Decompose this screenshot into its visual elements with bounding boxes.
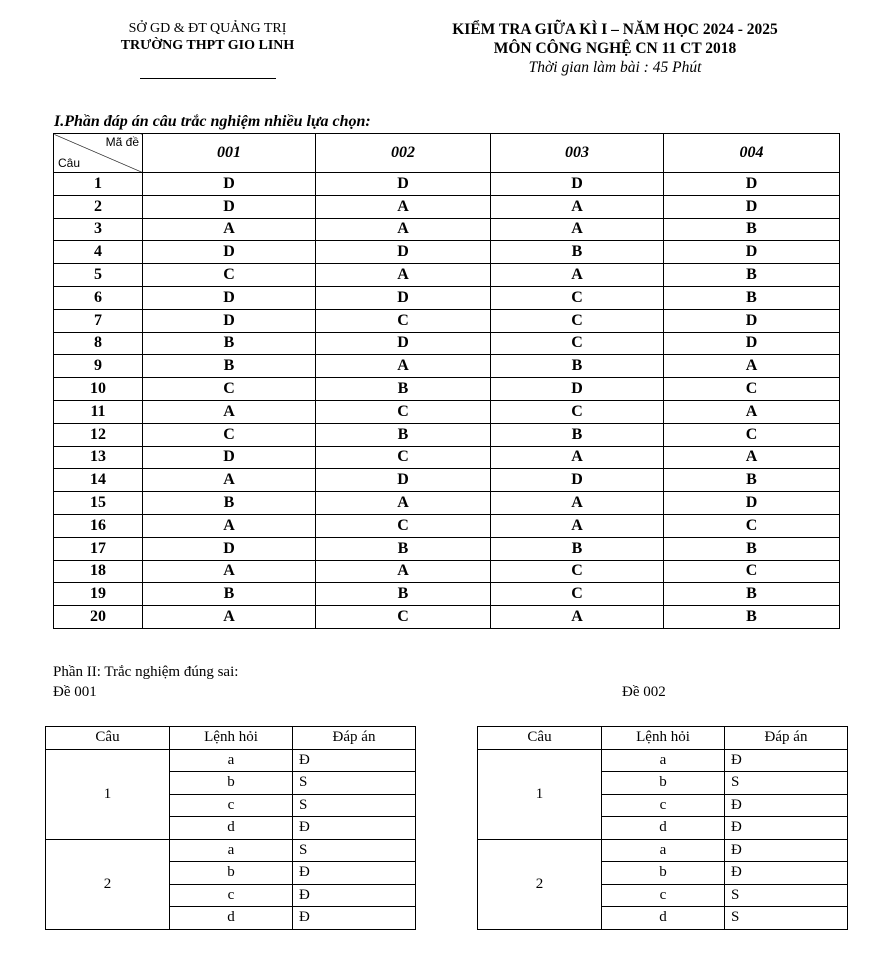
answer-cell: A bbox=[143, 400, 316, 423]
answer-header: Đáp án bbox=[725, 727, 848, 750]
tf-question-number: 1 bbox=[46, 749, 170, 839]
tf-answer: Đ bbox=[293, 884, 416, 907]
answer-cell: A bbox=[316, 492, 491, 515]
question-number: 9 bbox=[54, 355, 143, 378]
question-number: 18 bbox=[54, 560, 143, 583]
answer-cell: B bbox=[491, 423, 664, 446]
tf-prompt-letter: d bbox=[170, 907, 293, 930]
answer-cell: B bbox=[143, 355, 316, 378]
tf-header-row bbox=[46, 727, 416, 750]
answer-cell: B bbox=[664, 264, 840, 287]
answer-cell: B bbox=[491, 537, 664, 560]
question-number: 3 bbox=[54, 218, 143, 241]
tf-prompt-letter: d bbox=[602, 907, 725, 930]
test-label-001: Đề 001 bbox=[53, 684, 97, 700]
answer-row bbox=[54, 286, 840, 309]
answer-cell: A bbox=[491, 195, 664, 218]
question-number: 19 bbox=[54, 583, 143, 606]
answer-cell: D bbox=[316, 469, 491, 492]
answer-row bbox=[54, 560, 840, 583]
tf-prompt-letter: c bbox=[602, 794, 725, 817]
answer-cell: B bbox=[664, 537, 840, 560]
tf-row bbox=[478, 839, 848, 862]
answer-cell: D bbox=[664, 332, 840, 355]
question-number: 20 bbox=[54, 606, 143, 629]
answer-cell: D bbox=[143, 309, 316, 332]
tf-answer: S bbox=[725, 772, 848, 795]
question-number: 17 bbox=[54, 537, 143, 560]
answer-cell: A bbox=[491, 218, 664, 241]
answer-row bbox=[54, 606, 840, 629]
answer-cell: B bbox=[316, 537, 491, 560]
department-name: SỞ GD & ĐT QUẢNG TRỊ bbox=[128, 21, 287, 36]
question-number: 15 bbox=[54, 492, 143, 515]
answer-cell: B bbox=[664, 469, 840, 492]
answer-cell: A bbox=[664, 446, 840, 469]
answer-cell: B bbox=[664, 286, 840, 309]
answer-cell: A bbox=[316, 560, 491, 583]
answer-cell: A bbox=[143, 514, 316, 537]
true-false-table-002 bbox=[477, 726, 848, 930]
answer-cell: D bbox=[143, 537, 316, 560]
answer-cell: A bbox=[316, 195, 491, 218]
tf-prompt-letter: a bbox=[170, 839, 293, 862]
tf-row bbox=[46, 749, 416, 772]
answer-row bbox=[54, 583, 840, 606]
answer-cell: B bbox=[664, 583, 840, 606]
answer-cell: D bbox=[491, 173, 664, 196]
answer-cell: D bbox=[316, 332, 491, 355]
tf-answer: Đ bbox=[293, 907, 416, 930]
true-false-table-001 bbox=[45, 726, 416, 930]
answer-cell: A bbox=[143, 469, 316, 492]
cau-header: Câu bbox=[46, 727, 170, 750]
answer-cell: D bbox=[491, 469, 664, 492]
answer-cell: D bbox=[143, 195, 316, 218]
answer-cell: C bbox=[316, 309, 491, 332]
answer-cell: C bbox=[664, 560, 840, 583]
tf-question-number: 2 bbox=[46, 839, 170, 929]
answer-cell: A bbox=[316, 264, 491, 287]
answer-header: Đáp án bbox=[293, 727, 416, 750]
answer-row bbox=[54, 514, 840, 537]
answer-cell: A bbox=[491, 264, 664, 287]
answer-cell: B bbox=[491, 241, 664, 264]
answer-cell: D bbox=[143, 446, 316, 469]
tf-prompt-letter: b bbox=[602, 772, 725, 795]
answer-row bbox=[54, 332, 840, 355]
answer-row bbox=[54, 195, 840, 218]
tf-header-row bbox=[478, 727, 848, 750]
answer-cell: C bbox=[491, 332, 664, 355]
answer-cell: D bbox=[316, 286, 491, 309]
tf-answer: Đ bbox=[725, 794, 848, 817]
question-number: 1 bbox=[54, 173, 143, 196]
code-header-003: 003 bbox=[491, 134, 664, 173]
answer-cell: C bbox=[316, 606, 491, 629]
answer-row bbox=[54, 423, 840, 446]
answer-cell: C bbox=[316, 400, 491, 423]
answer-table-header bbox=[54, 134, 840, 173]
tf-prompt-letter: c bbox=[602, 884, 725, 907]
tf-answer: Đ bbox=[293, 749, 416, 772]
answer-row bbox=[54, 469, 840, 492]
question-number: 13 bbox=[54, 446, 143, 469]
answer-cell: D bbox=[143, 241, 316, 264]
answer-cell: C bbox=[316, 514, 491, 537]
exam-duration: Thời gian làm bài : 45 Phút bbox=[528, 59, 702, 76]
part2-title: Phần II: Trắc nghiệm đúng sai: bbox=[53, 664, 239, 680]
question-number: 16 bbox=[54, 514, 143, 537]
tf-prompt-letter: d bbox=[170, 817, 293, 840]
answer-cell: A bbox=[143, 606, 316, 629]
answer-cell: B bbox=[316, 423, 491, 446]
answer-cell: C bbox=[491, 560, 664, 583]
answer-cell: D bbox=[143, 286, 316, 309]
tf-row bbox=[478, 749, 848, 772]
answer-cell: B bbox=[316, 583, 491, 606]
answer-cell: A bbox=[143, 218, 316, 241]
question-number: 4 bbox=[54, 241, 143, 264]
answer-row bbox=[54, 355, 840, 378]
question-number: 6 bbox=[54, 286, 143, 309]
prompt-header: Lệnh hỏi bbox=[170, 727, 293, 750]
tf-answer: S bbox=[293, 772, 416, 795]
answer-cell: D bbox=[491, 378, 664, 401]
exam-title: KIỂM TRA GIỮA KÌ I – NĂM HỌC 2024 - 2025 bbox=[452, 21, 778, 38]
multiple-choice-answer-table bbox=[53, 133, 840, 629]
answer-row bbox=[54, 492, 840, 515]
tf-prompt-letter: d bbox=[602, 817, 725, 840]
tf-prompt-letter: b bbox=[170, 862, 293, 885]
answer-cell: B bbox=[491, 355, 664, 378]
answer-cell: D bbox=[664, 241, 840, 264]
school-name: TRƯỜNG THPT GIO LINH bbox=[120, 38, 295, 53]
answer-cell: A bbox=[491, 514, 664, 537]
answer-cell: D bbox=[316, 173, 491, 196]
answer-cell: C bbox=[664, 378, 840, 401]
tf-prompt-letter: b bbox=[602, 862, 725, 885]
answer-cell: C bbox=[143, 264, 316, 287]
answer-cell: A bbox=[143, 560, 316, 583]
question-number: 10 bbox=[54, 378, 143, 401]
answer-row bbox=[54, 400, 840, 423]
test-label-002: Đề 002 bbox=[622, 684, 666, 700]
tf-answer: Đ bbox=[725, 749, 848, 772]
answer-row bbox=[54, 309, 840, 332]
answer-cell: C bbox=[491, 309, 664, 332]
part1-title: I.Phần đáp án câu trắc nghiệm nhiều lựa chọn: bbox=[54, 113, 371, 130]
answer-row bbox=[54, 241, 840, 264]
answer-cell: D bbox=[316, 241, 491, 264]
answer-row bbox=[54, 378, 840, 401]
answer-cell: D bbox=[664, 492, 840, 515]
answer-row bbox=[54, 218, 840, 241]
answer-cell: D bbox=[664, 309, 840, 332]
question-number: 14 bbox=[54, 469, 143, 492]
tf-prompt-letter: b bbox=[170, 772, 293, 795]
answer-cell: B bbox=[316, 378, 491, 401]
tf-answer: Đ bbox=[293, 862, 416, 885]
tf-prompt-letter: a bbox=[170, 749, 293, 772]
corner-cell bbox=[54, 134, 143, 173]
answer-cell: C bbox=[316, 446, 491, 469]
tf-prompt-letter: a bbox=[602, 839, 725, 862]
answer-row bbox=[54, 264, 840, 287]
tf-answer: S bbox=[293, 839, 416, 862]
question-number: 2 bbox=[54, 195, 143, 218]
answer-cell: B bbox=[143, 583, 316, 606]
tf-question-number: 1 bbox=[478, 749, 602, 839]
tf-answer: Đ bbox=[725, 839, 848, 862]
answer-cell: A bbox=[491, 446, 664, 469]
tf-answer: S bbox=[293, 794, 416, 817]
answer-cell: C bbox=[143, 378, 316, 401]
answer-cell: D bbox=[664, 173, 840, 196]
tf-prompt-letter: c bbox=[170, 794, 293, 817]
answer-cell: B bbox=[664, 606, 840, 629]
answer-cell: C bbox=[491, 583, 664, 606]
answer-cell: C bbox=[491, 400, 664, 423]
answer-row bbox=[54, 537, 840, 560]
answer-cell: A bbox=[316, 355, 491, 378]
code-header-001: 001 bbox=[143, 134, 316, 173]
tf-prompt-letter: a bbox=[602, 749, 725, 772]
question-number: 8 bbox=[54, 332, 143, 355]
answer-cell: A bbox=[664, 400, 840, 423]
answer-cell: B bbox=[143, 332, 316, 355]
answer-cell: D bbox=[664, 195, 840, 218]
cau-header: Câu bbox=[478, 727, 602, 750]
question-number: 7 bbox=[54, 309, 143, 332]
tf-answer: Đ bbox=[293, 817, 416, 840]
answer-cell: A bbox=[664, 355, 840, 378]
tf-answer: Đ bbox=[725, 862, 848, 885]
subject-title: MÔN CÔNG NGHỆ CN 11 CT 2018 bbox=[493, 40, 737, 57]
answer-cell: B bbox=[143, 492, 316, 515]
tf-answer: Đ bbox=[725, 817, 848, 840]
tf-answer: S bbox=[725, 884, 848, 907]
header-divider bbox=[140, 78, 276, 79]
answer-cell: C bbox=[664, 514, 840, 537]
answer-cell: A bbox=[491, 492, 664, 515]
exam-code-label: Mã đề bbox=[105, 135, 139, 149]
answer-cell: C bbox=[143, 423, 316, 446]
answer-cell: C bbox=[664, 423, 840, 446]
tf-answer: S bbox=[725, 907, 848, 930]
answer-cell: A bbox=[316, 218, 491, 241]
answer-cell: B bbox=[664, 218, 840, 241]
question-number: 5 bbox=[54, 264, 143, 287]
tf-question-number: 2 bbox=[478, 839, 602, 929]
answer-row bbox=[54, 173, 840, 196]
code-header-004: 004 bbox=[664, 134, 840, 173]
answer-cell: A bbox=[491, 606, 664, 629]
code-header-002: 002 bbox=[316, 134, 491, 173]
question-label: Câu bbox=[58, 156, 81, 170]
prompt-header: Lệnh hỏi bbox=[602, 727, 725, 750]
question-number: 11 bbox=[54, 400, 143, 423]
tf-prompt-letter: c bbox=[170, 884, 293, 907]
answer-row bbox=[54, 446, 840, 469]
question-number: 12 bbox=[54, 423, 143, 446]
answer-cell: C bbox=[491, 286, 664, 309]
tf-row bbox=[46, 839, 416, 862]
header-left bbox=[95, 20, 320, 79]
header-right bbox=[400, 20, 830, 77]
answer-cell: D bbox=[143, 173, 316, 196]
